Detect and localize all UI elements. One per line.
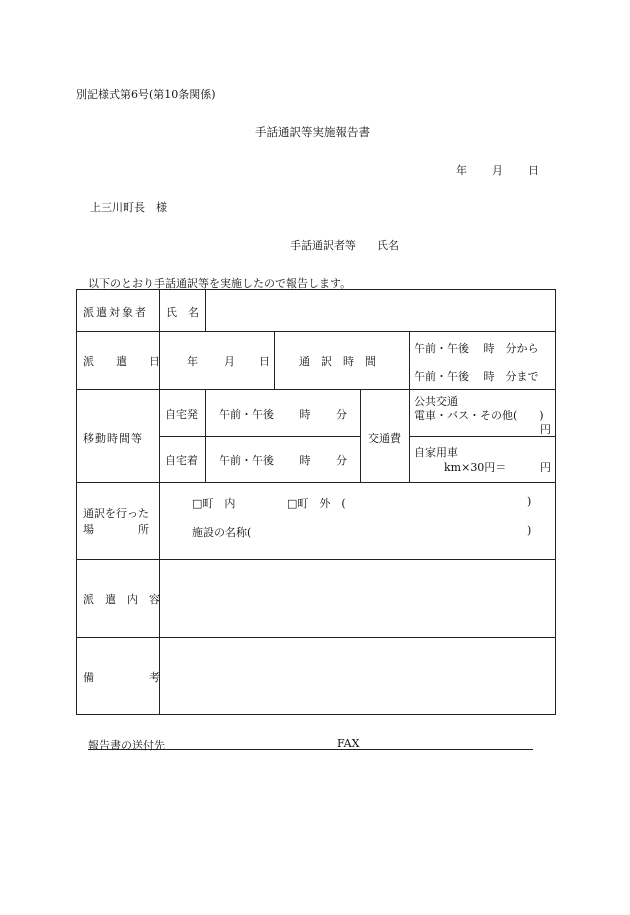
time-from: 午前・午後 時 分から bbox=[414, 342, 539, 355]
send-to-label: 報告書の送付先 bbox=[88, 739, 165, 752]
place-label-1: 通訳を行った bbox=[83, 507, 149, 520]
remarks-label-cell bbox=[77, 638, 160, 715]
content-field[interactable] bbox=[160, 560, 556, 638]
time-to: 午前・午後 時 分まで bbox=[414, 370, 539, 383]
interp-time-label: 通 訳 時 間 bbox=[299, 355, 376, 368]
date-day: 日 bbox=[528, 164, 539, 177]
arrive-time: 午前・午後 時 分 bbox=[219, 454, 347, 467]
content-label-cell bbox=[77, 560, 160, 638]
travel-label: 移動時間等 bbox=[83, 432, 143, 445]
fax-label: FAX bbox=[337, 737, 360, 750]
arrive-label: 自宅着 bbox=[165, 454, 198, 467]
report-table bbox=[76, 289, 556, 715]
name-label-cell bbox=[160, 290, 206, 332]
public-transport: 公共交通 bbox=[414, 395, 458, 408]
content-label: 派 遣 内 容 bbox=[83, 593, 160, 606]
place-field[interactable] bbox=[160, 483, 556, 560]
target-label-cell bbox=[77, 290, 160, 332]
transport-label: 交通費 bbox=[368, 432, 401, 445]
dispatch-date-label: 派 遣 日 bbox=[83, 355, 160, 368]
facility-name-label: 施設の名称( bbox=[192, 526, 252, 539]
private-car-field[interactable] bbox=[410, 437, 556, 483]
public-yen: 円 bbox=[540, 423, 551, 436]
place-label-2: 場 所 bbox=[83, 523, 149, 536]
out-town-checkbox[interactable]: □町 外 ( bbox=[287, 497, 346, 510]
private-car-calc: km×30円＝ bbox=[444, 461, 507, 474]
travel-label-cell bbox=[77, 390, 160, 483]
depart-label-cell bbox=[160, 390, 206, 437]
target-label: 派遣対象者 bbox=[83, 306, 148, 319]
form-number: 別記様式第6号(第10条関係) bbox=[76, 88, 216, 101]
out-town-close: ) bbox=[527, 495, 532, 508]
private-car: 自家用車 bbox=[414, 446, 458, 459]
arrive-label-cell bbox=[160, 437, 206, 483]
facility-close: ) bbox=[527, 524, 532, 537]
public-transport-detail: 電車・バス・その他( ) bbox=[414, 409, 544, 422]
addressee: 上三川町長 様 bbox=[90, 201, 167, 214]
public-transport-field[interactable] bbox=[410, 390, 556, 437]
name-field[interactable] bbox=[206, 290, 556, 332]
transport-label-cell bbox=[361, 390, 410, 483]
private-yen: 円 bbox=[540, 461, 551, 474]
dispatch-date-field[interactable] bbox=[160, 332, 275, 390]
dispatch-date-year: 年 bbox=[187, 355, 198, 368]
dispatch-date-month: 月 bbox=[224, 355, 235, 368]
interp-time-field[interactable] bbox=[410, 332, 556, 390]
interp-time-label-cell bbox=[275, 332, 410, 390]
depart-time-field[interactable] bbox=[206, 390, 361, 437]
place-label-cell bbox=[77, 483, 160, 560]
name-label: 氏 名 bbox=[166, 306, 199, 319]
date-month: 月 bbox=[492, 164, 503, 177]
dispatch-date-day: 日 bbox=[259, 355, 270, 368]
remarks-field[interactable] bbox=[160, 638, 556, 715]
depart-label: 自宅発 bbox=[165, 408, 198, 421]
arrive-time-field[interactable] bbox=[206, 437, 361, 483]
footer-underline bbox=[88, 749, 533, 750]
reporter-label: 手話通訳者等 bbox=[290, 239, 356, 252]
depart-time: 午前・午後 時 分 bbox=[219, 408, 347, 421]
reporter-name-label: 氏名 bbox=[377, 239, 399, 252]
in-town-checkbox[interactable]: □町 内 bbox=[192, 497, 236, 510]
intro-text: 以下のとおり手話通訳等を実施したので報告します。 bbox=[88, 277, 352, 290]
document-title: 手話通訳等実施報告書 bbox=[255, 125, 370, 139]
remarks-label: 備 考 bbox=[83, 671, 160, 684]
date-label-cell bbox=[77, 332, 160, 390]
date-year: 年 bbox=[456, 164, 467, 177]
